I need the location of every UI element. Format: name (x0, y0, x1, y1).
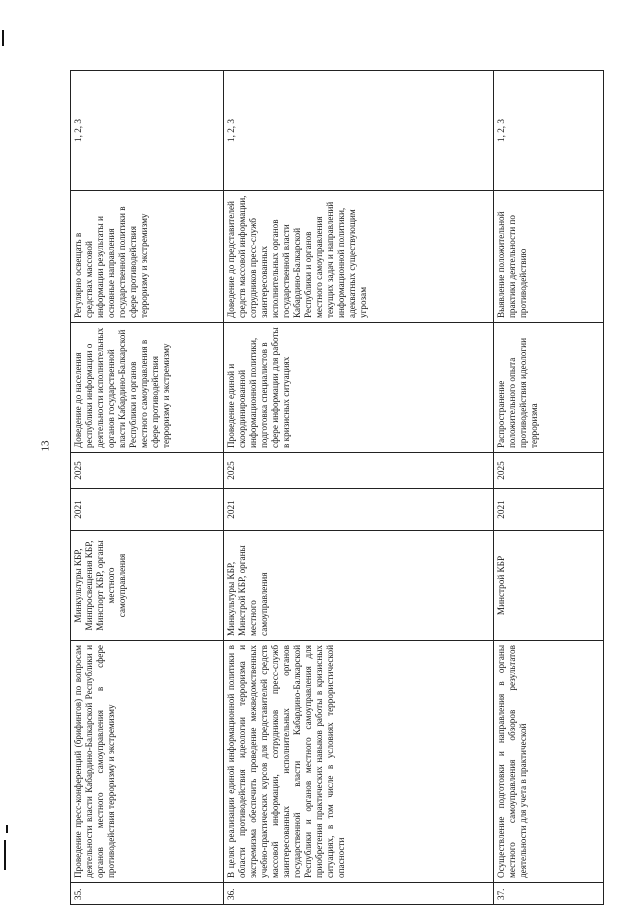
activity-cell: Осуществление подготовки и направления в органы местного самоуправления обзоров результатов деятельности для учета в практической (494, 641, 604, 883)
rotated-table-frame (70, 71, 598, 905)
goal-cell: Регулярно освещать в средствах массовой информации результаты и основные направления государственной политики в сфере противодействия терроризму и экстремизму (71, 191, 224, 323)
action-plan-table (70, 70, 604, 905)
goal-cell: Выявление положительной практики деятельности по противодействию (494, 191, 604, 323)
tasks-cell: 1, 2, 3 (494, 71, 604, 191)
goal-cell: Доведение до представителей средств массовой информации, сотрудников пресс-служб заинтересованных исполнительных органов государственной власти Кабардино-Балкарской Республики и органов местного самоуправления текущих задач и направлений информационной политики, адекватных существующим угрозам (224, 191, 494, 323)
row-number: 35. (71, 883, 224, 905)
executors-cell: Минкультуры КБР, Минпросвещения КБР, Минспорт КБР, органы местного самоуправления (71, 531, 224, 641)
page-number: 13 (39, 440, 52, 452)
end-year-cell: 2025 (494, 453, 604, 489)
table-row (494, 71, 604, 905)
activity-cell: Проведение пресс-конференций (брифингов) по вопросам деятельности власти Кабардино-Балкарской Республики и органов местного самоуправления в сфере противодействия терроризму и экстремизму (71, 641, 224, 883)
scan-mark-top (2, 30, 4, 46)
tasks-cell: 1, 2, 3 (71, 71, 224, 191)
end-year-cell: 2025 (224, 453, 494, 489)
end-year-cell: 2025 (71, 453, 224, 489)
table-row (224, 71, 494, 905)
tasks-cell: 1, 2, 3 (224, 71, 494, 191)
scan-mark-bottom-dash (6, 825, 8, 833)
start-year-cell: 2021 (224, 489, 494, 531)
executors-cell: Минстрой КБР (494, 531, 604, 641)
table-row (71, 71, 224, 905)
scan-mark-bottom (4, 840, 6, 870)
result-cell: Доведение до населения республики информации о деятельности исполнительных органов государственной власти Кабардино-Балкарской Республики и органов местного самоуправления в сфере противодействия терроризму и экстремизму (71, 323, 224, 453)
row-number: 36. (224, 883, 494, 905)
start-year-cell: 2021 (494, 489, 604, 531)
row-number: 37. (494, 883, 604, 905)
executors-cell: Минкультуры КБР, Минстрой КБР, органы местного самоуправления (224, 531, 494, 641)
result-cell: Проведение единой и скоординированной информационной политики, подготовка специалистов в сфере информации для работы в кризисных ситуациях (224, 323, 494, 453)
start-year-cell: 2021 (71, 489, 224, 531)
result-cell: Распространение положительного опыта противодействия идеологии терроризма (494, 323, 604, 453)
activity-cell: В целях реализации единой информационной политики в области противодействия идеологии терроризма и экстремизма обеспечить проведение межведомственных учебно-практических курсов для представителей средств массовой информации, сотрудников пресс-служб заинтересованных исполнительных органов государственной власти Кабардино-Балкарской Республики и органов местного самоуправления для приобретения практических навыков работы в кризисных ситуациях, в том числе в условиях террористической опасности (224, 641, 494, 883)
